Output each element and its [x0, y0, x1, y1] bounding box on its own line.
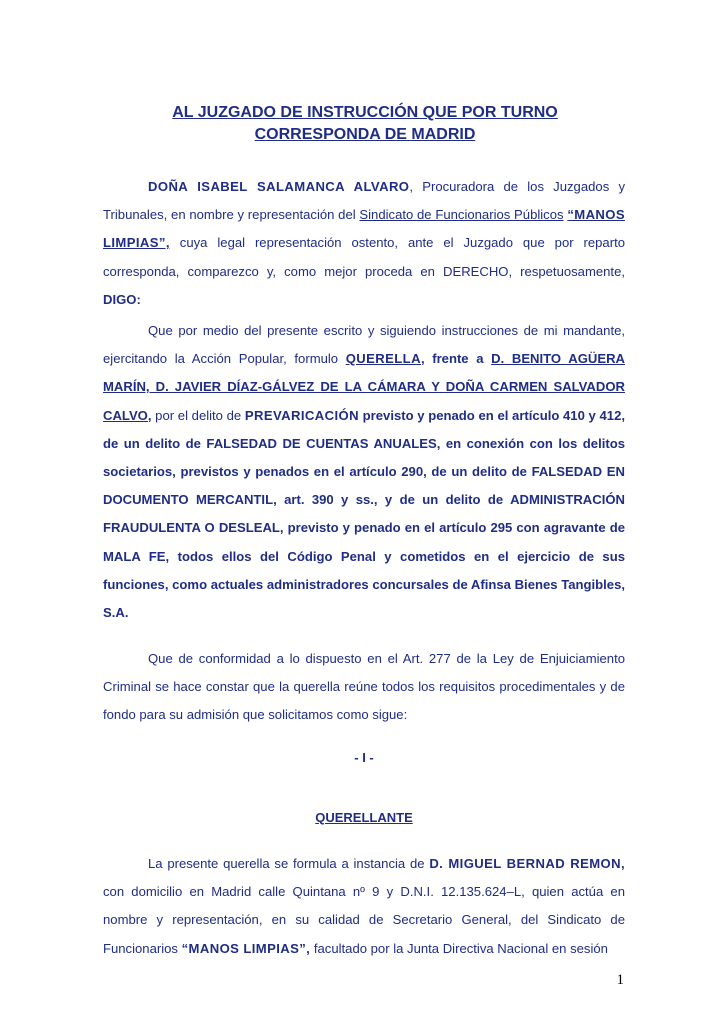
querellante-text-1: La presente querella se formula a instancia de: [148, 856, 430, 871]
prevaricacion-label: PREVARICACIÓN: [244, 407, 359, 423]
title-line-2: CORRESPONDA DE MADRID: [254, 126, 476, 143]
conformidad-text: Que de conformidad a lo dispuesto en el Art. 277 de la Ley de Enjuiciamiento Criminal se hace constar que la querella reúne todos los requisitos procedimentales y de fondo para su admisión que solicitamos como sigue:: [103, 651, 625, 723]
querella-text-2: , frente a: [420, 351, 492, 367]
paragraph-conformidad: [103, 645, 625, 730]
querella-text-4: previsto y penado en el artículo 410 y 412, de un delito de FALSEDAD DE CUENTAS ANUALES, en conexión con los delitos societarios, previstos y penados en el artículo 290, de un delito de FALSEDAD EN DOCUMENTO MERCANTIL, art. 390 y ss., y de un delito de ADMINISTRACIÓN FRAUDULENTA O DESLEAL, previsto y penado en el artículo 295 con agravante de MALA FE, todos ellos del Código Penal y cometidos en el ejercicio de sus funciones, como actuales administradores concursales de Afinsa Bienes Tangibles, S.A.: [103, 407, 625, 621]
querella-text-3: por el delito de: [151, 407, 245, 423]
accused-names: D. BENITO AGÜERA MARÍN, D. JAVIER DÍAZ-GÁLVEZ DE LA CÁMARA Y DOÑA CARMEN SALVADOR CALVO,: [103, 351, 625, 423]
querella-label: QUERELLA: [345, 351, 421, 367]
page-number: 1: [616, 972, 624, 988]
querellante-name: D. MIGUEL BERNAD REMON,: [429, 856, 625, 871]
paragraph-querellante: [103, 850, 625, 963]
manos-limpias-label-2: “MANOS LIMPIAS”,: [181, 940, 311, 956]
section-title-querellante: QUERELLANTE: [315, 810, 413, 825]
querellante-text-3: facultado por la Junta Directiva Nacional en sesión: [310, 940, 608, 956]
intro-text-1: , Procuradora de los Juzgados y Tribunales, en nombre y representación del: [103, 179, 625, 223]
section-number: - I -: [354, 750, 374, 765]
document-title: [100, 102, 630, 146]
title-line-1: AL JUZGADO DE INSTRUCCIÓN QUE POR TURNO: [172, 104, 558, 121]
querella-text-1: Que por medio del presente escrito y siguiendo instrucciones de mi mandante, ejercitando la Acción Popular, formulo: [103, 323, 625, 367]
manos-limpias-label: “MANOS LIMPIAS”,: [103, 207, 625, 251]
paragraph-querella: [103, 317, 625, 627]
paragraph-intro: [103, 173, 625, 314]
sindicato-name: Sindicato de Funcionarios Públicos: [359, 207, 564, 223]
intro-text-3: cuya legal representación ostento, ante el Juzgado que por reparto corresponda, comparezco y, como mejor proceda en DERECHO, respetuosamente,: [103, 235, 625, 279]
digo-label: DIGO:: [103, 291, 141, 307]
procuradora-name: DOÑA ISABEL SALAMANCA ALVARO: [148, 179, 410, 194]
querellante-text-2: con domicilio en Madrid calle Quintana nº 9 y D.N.I. 12.135.624–L, quien actúa en nombre y representación, en su calidad de Secretario General, del Sindicato de Funcionarios: [103, 884, 625, 956]
